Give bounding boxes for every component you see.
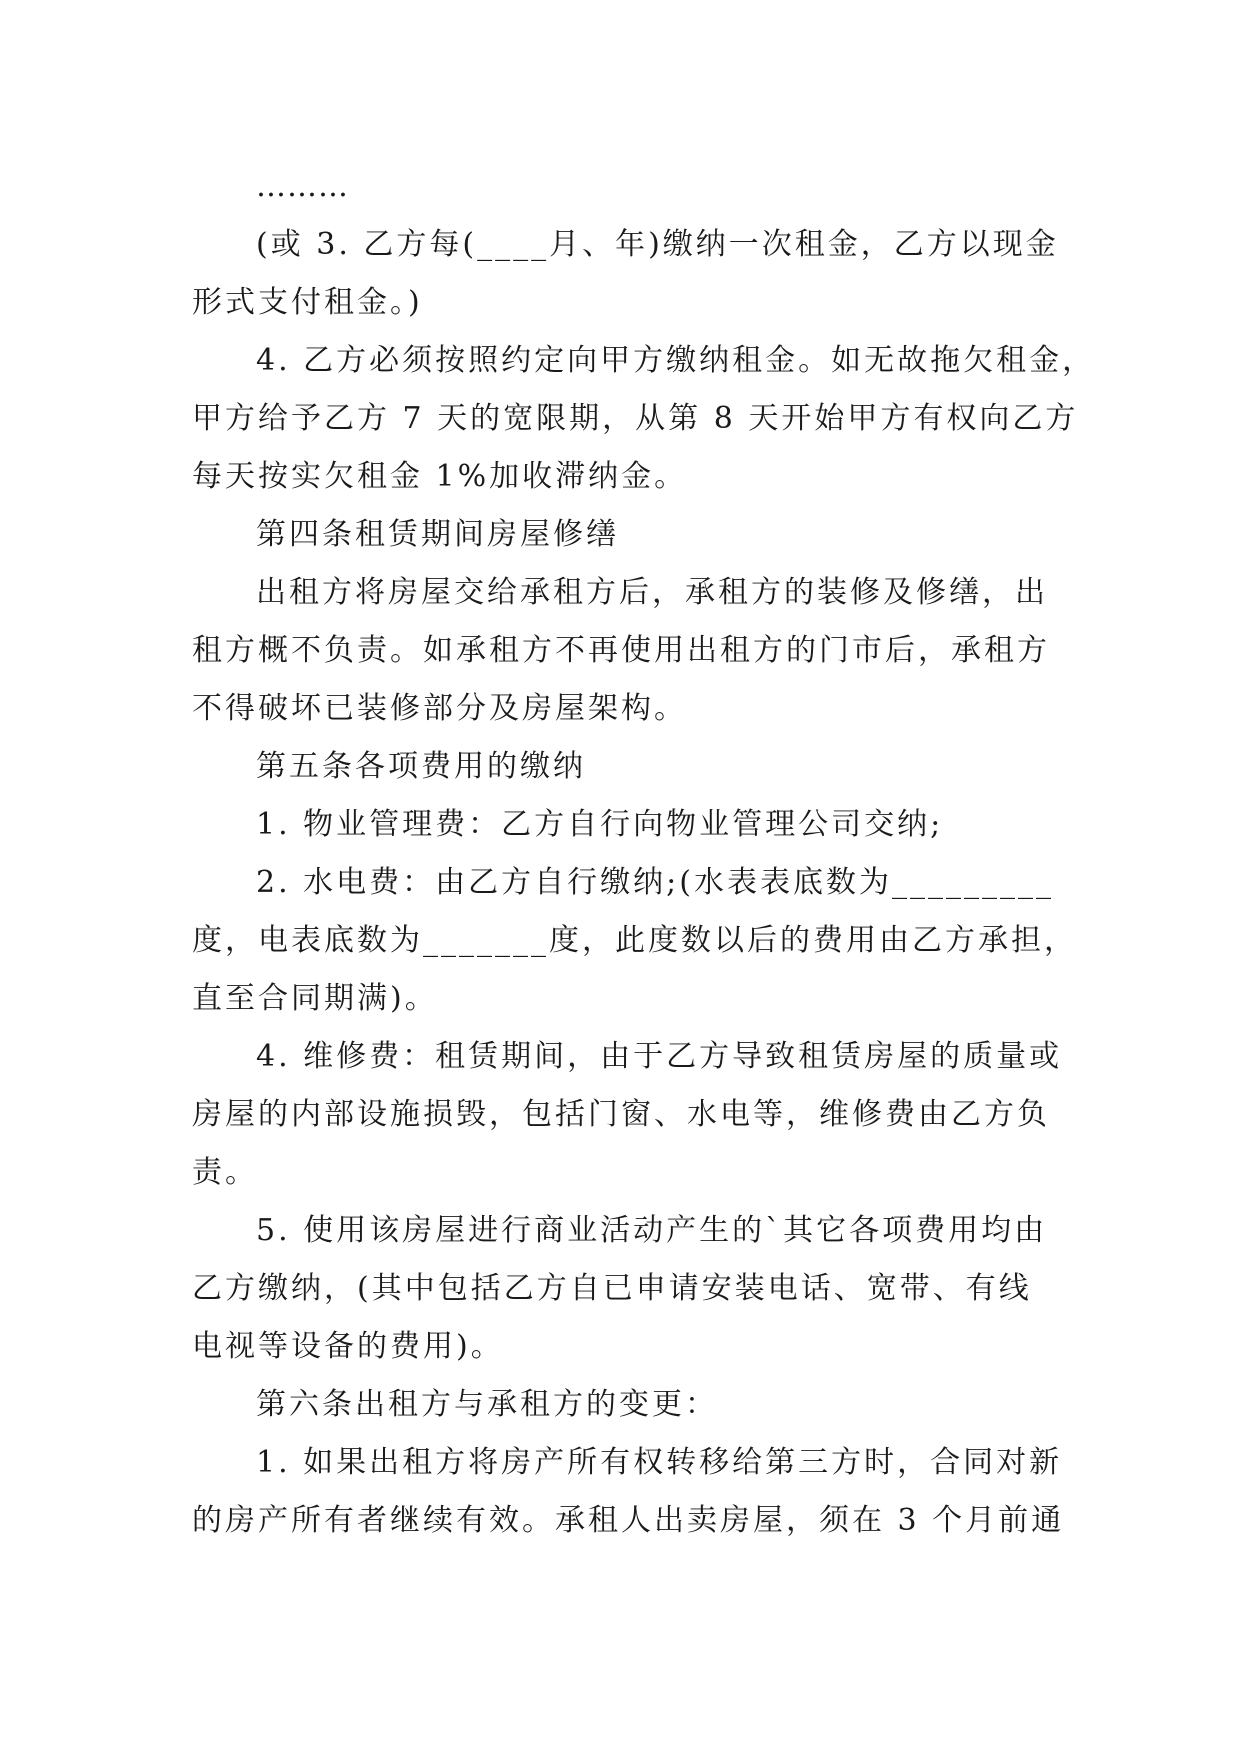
section-heading: 第四条租赁期间房屋修缮 [256, 517, 619, 552]
paragraph-line: 电视等设备的费用)。 [192, 1329, 504, 1364]
section-heading: 第五条各项费用的缴纳 [256, 749, 586, 784]
paragraph-line: 形式支付租金。) [192, 285, 423, 320]
paragraph-line: 直至合同期满)。 [192, 981, 438, 1016]
paragraph-line: 责。 [192, 1155, 258, 1190]
paragraph-line: 每天按实欠租金 1%加收滞纳金。 [192, 459, 688, 494]
paragraph-line: 4. 乙方必须按照约定向甲方缴纳租金。如无故拖欠租金， [256, 343, 1096, 378]
paragraph-line: 2. 水电费：由乙方自行缴纳;(水表表底数为_________ [256, 865, 1054, 900]
paragraph-line: 5. 使用该房屋进行商业活动产生的`其它各项费用均由 [256, 1213, 1048, 1248]
paragraph-line: 甲方给予乙方 7 天的宽限期，从第 8 天开始甲方有权向乙方 [192, 401, 1079, 436]
paragraph-line: 乙方缴纳，(其中包括乙方自已申请安装电话、宽带、有线 [192, 1271, 1032, 1306]
paragraph-line: 度，电表底数为_______度，此度数以后的费用由乙方承担， [192, 923, 1077, 958]
paragraph-line: 1. 如果出租方将房产所有权转移给第三方时，合同对新 [256, 1445, 1063, 1480]
paragraph-line: 不得破坏已装修部分及房屋架构。 [192, 691, 687, 726]
paragraph-line: 房屋的内部设施损毁，包括门窗、水电等，维修费由乙方负 [192, 1097, 1050, 1132]
paragraph-line: 的房产所有者继续有效。承租人出卖房屋，须在 3 个月前通 [192, 1503, 1065, 1538]
ellipsis-line: ……… [256, 169, 349, 204]
paragraph-line: 1. 物业管理费：乙方自行向物业管理公司交纳; [256, 807, 944, 842]
document-body [192, 158, 1096, 1550]
paragraph-line: 出租方将房屋交给承租方后，承租方的装修及修缮，出 [256, 575, 1048, 610]
paragraph-line: 4. 维修费：租赁期间，由于乙方导致租赁房屋的质量或 [256, 1039, 1063, 1074]
paragraph-line: 租方概不负责。如承租方不再使用出租方的门市后，承租方 [192, 633, 1050, 668]
paragraph-line: (或 3. 乙方每(____月、年)缴纳一次租金，乙方以现金 [256, 227, 1059, 262]
section-heading: 第六条出租方与承租方的变更： [256, 1387, 718, 1422]
